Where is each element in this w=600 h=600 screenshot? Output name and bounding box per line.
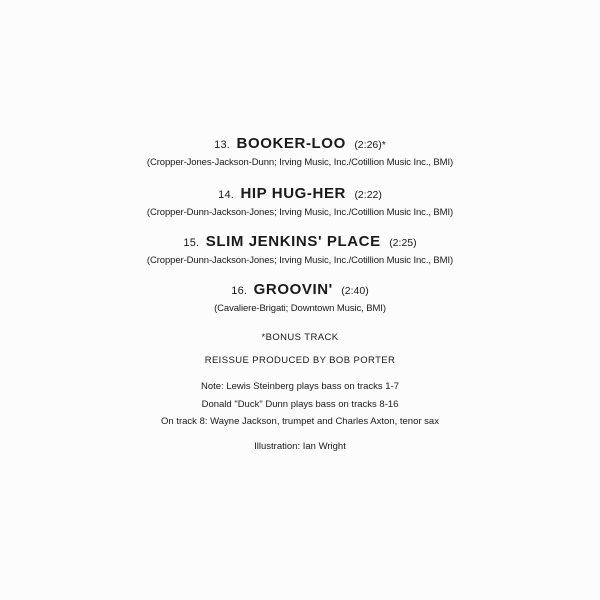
illustration-credit: Illustration: Ian Wright xyxy=(254,441,346,452)
bass-note-1: Note: Lewis Steinberg plays bass on tracks 1-7 xyxy=(200,381,399,392)
bonus-track-note: *BONUS TRACK xyxy=(261,332,339,343)
track-number: 13. xyxy=(214,139,231,151)
track-16 xyxy=(0,279,600,317)
track-number: 15. xyxy=(183,237,200,249)
track-credit: (Cropper-Jones-Jackson-Dunn; Irving Music, Inc./Cotillion Music Inc., BMI) xyxy=(146,157,454,168)
bass-note-2: Donald "Duck" Dunn plays bass on tracks 8-16 xyxy=(201,399,399,410)
track-duration: (2:26)* xyxy=(354,139,386,151)
track-title-line xyxy=(0,133,600,155)
track-14 xyxy=(0,183,600,221)
track-title: SLIM JENKINS' PLACE xyxy=(205,233,381,250)
track-credit: (Cropper-Dunn-Jackson-Jones; Irving Music, Inc./Cotillion Music Inc., BMI) xyxy=(146,207,454,218)
track-number: 16. xyxy=(231,285,248,297)
track-duration: (2:25) xyxy=(389,237,417,249)
track-title: GROOVIN' xyxy=(253,281,333,298)
track-15 xyxy=(0,231,600,269)
track-title: HIP HUG-HER xyxy=(240,185,346,202)
track-title: BOOKER-LOO xyxy=(236,135,346,152)
producer-credit: REISSUE PRODUCED BY BOB PORTER xyxy=(204,355,396,366)
track-credit: (Cavaliere-Brigati; Downtown Music, BMI) xyxy=(214,303,386,314)
track-duration: (2:40) xyxy=(341,285,369,297)
track-title-line xyxy=(0,231,600,253)
track-title-line xyxy=(0,183,600,205)
track-8-personnel-note: On track 8: Wayne Jackson, trumpet and Charles Axton, tenor sax xyxy=(161,416,439,427)
track-13 xyxy=(0,133,600,171)
track-duration: (2:22) xyxy=(354,189,382,201)
track-title-line xyxy=(0,279,600,301)
track-number: 14. xyxy=(218,189,235,201)
track-credit: (Cropper-Dunn-Jackson-Jones; Irving Music, Inc./Cotillion Music Inc., BMI) xyxy=(146,255,454,266)
